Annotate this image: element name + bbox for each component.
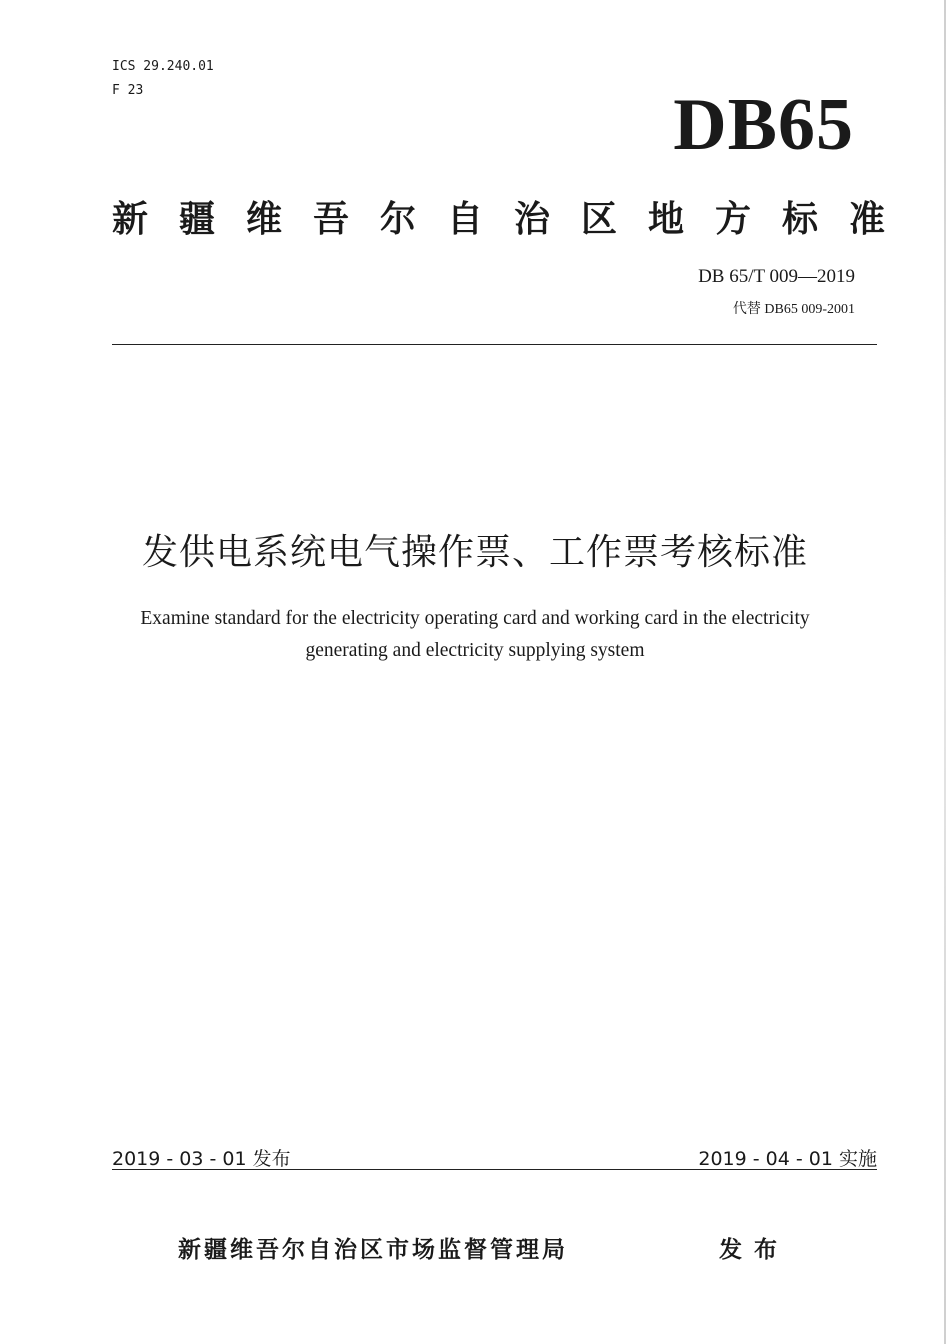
english-title-line-1: Examine standard for the electricity operating card and working card in the electricity [140,608,810,629]
issue-label: 发布 [719,1237,789,1263]
standard-number: DB 65/T 009—2019 [698,266,855,287]
standard-type-heading: 新疆维吾尔自治区地方标准 [112,199,917,240]
document-title-chinese: 发供电系统电气操作票、工作票考核标准 [141,532,808,573]
publish-date: 2019 - 03 - 01 发布 [112,1148,291,1170]
scan-edge-line [944,0,946,1344]
document-title-english [60,603,890,667]
replaces-note: 代替 DB65 009-2001 [732,302,855,317]
classification-codes [112,55,214,103]
ics-code: ICS 29.240.01 [112,59,214,74]
bottom-divider [112,1169,877,1170]
top-divider [112,344,877,345]
issuing-authority: 新疆维吾尔自治区市场监督管理局 [178,1237,568,1263]
implementation-date: 2019 - 04 - 01 实施 [698,1148,877,1170]
ccs-code: F 23 [112,83,144,98]
db-logo: DB65 [673,84,854,166]
english-title-line-2: generating and electricity supplying system [305,640,645,661]
